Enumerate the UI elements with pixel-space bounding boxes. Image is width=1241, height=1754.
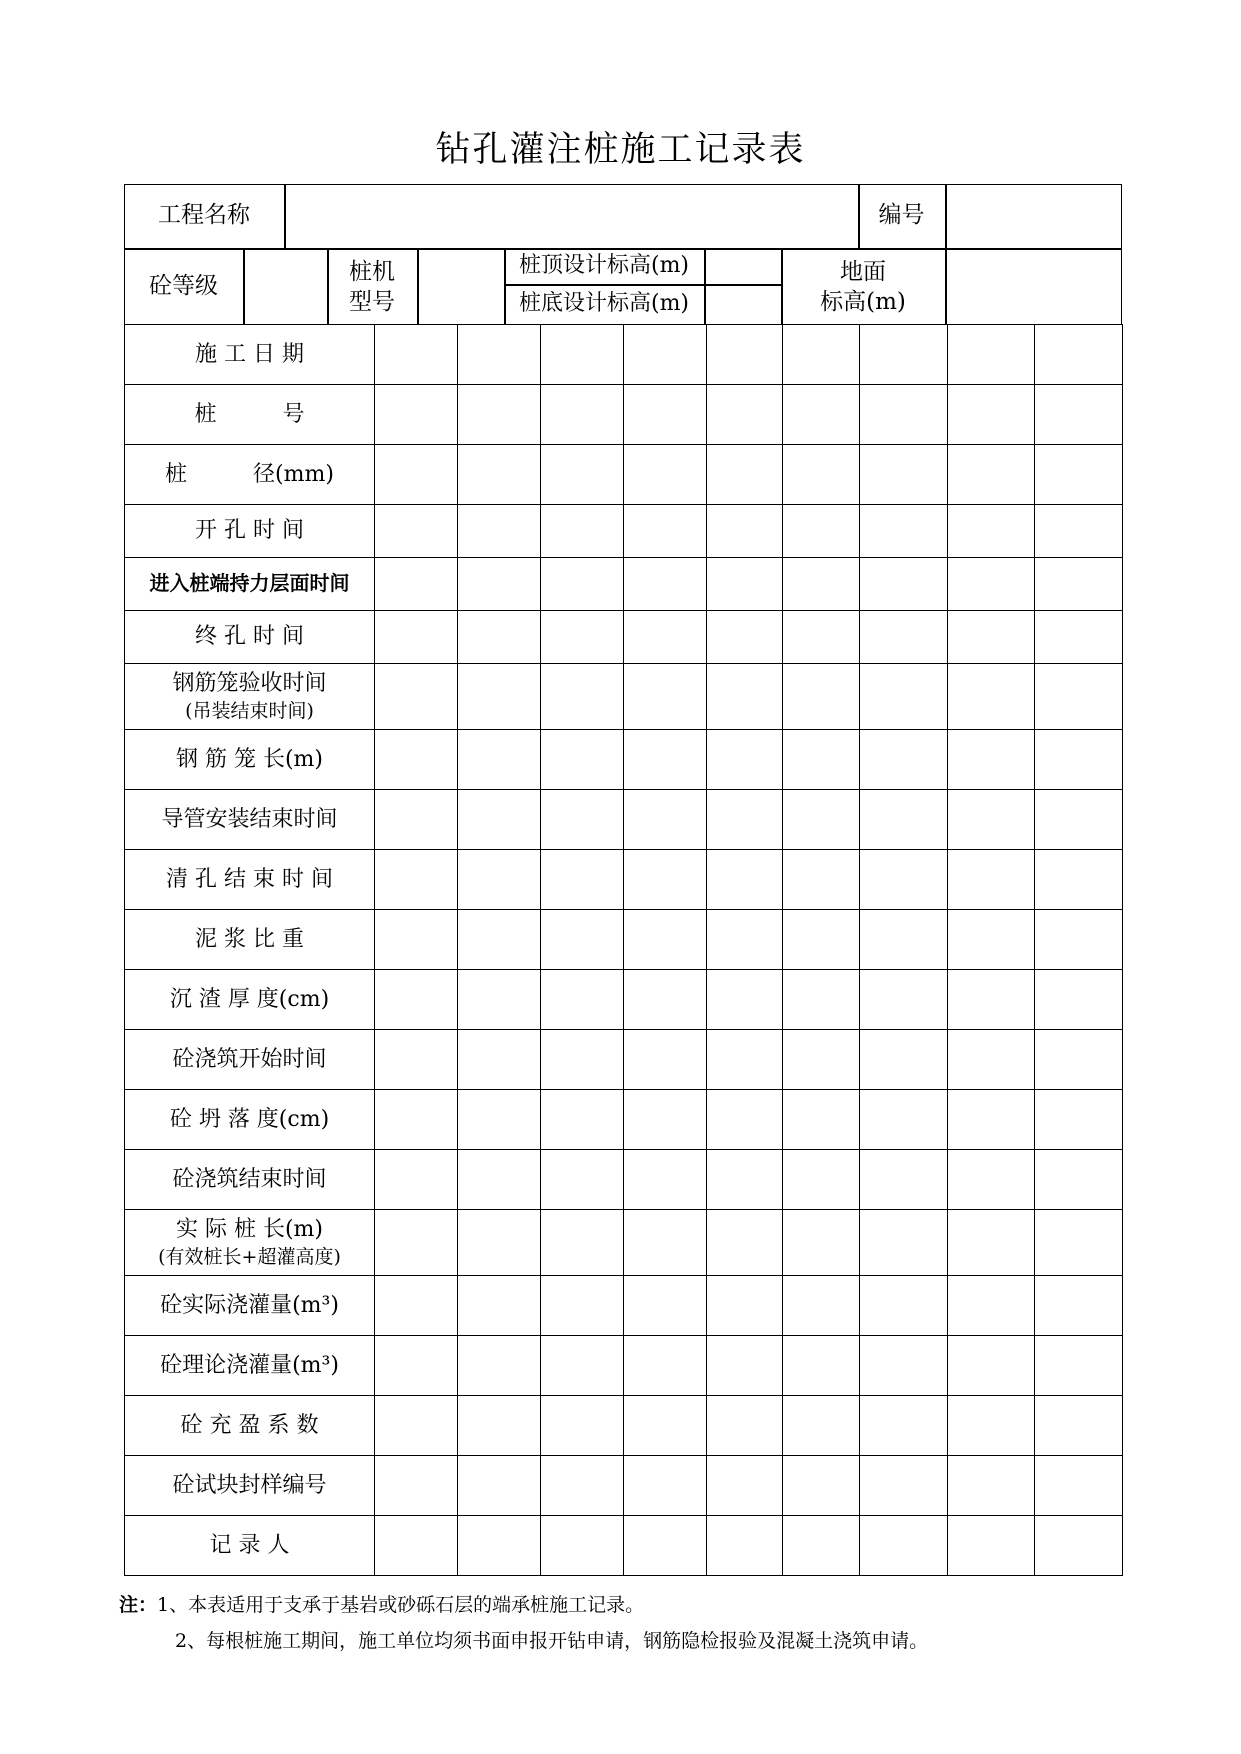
record-cell[interactable] <box>458 325 541 385</box>
record-cell[interactable] <box>624 664 707 730</box>
record-cell[interactable] <box>707 1210 783 1276</box>
pile-top-label: 桩顶设计标高(m) <box>518 252 690 278</box>
record-cell[interactable] <box>1035 1396 1123 1456</box>
record-cell[interactable] <box>458 445 541 505</box>
record-cell[interactable] <box>1035 1150 1123 1210</box>
table-row <box>125 1090 1123 1150</box>
record-table <box>124 324 1123 1576</box>
record-cell[interactable] <box>783 1276 860 1336</box>
record-cell[interactable] <box>541 1150 624 1210</box>
record-cell[interactable] <box>458 790 541 850</box>
record-cell[interactable] <box>624 1276 707 1336</box>
record-cell[interactable] <box>624 1456 707 1516</box>
record-cell[interactable] <box>783 910 860 970</box>
pile-top-field[interactable] <box>704 248 781 284</box>
record-cell[interactable] <box>624 1150 707 1210</box>
note-1-text: 1、本表适用于支承于基岩或砂砾石层的端承桩施工记录。 <box>157 1594 645 1616</box>
record-cell[interactable] <box>707 1030 783 1090</box>
record-cell[interactable] <box>375 1210 458 1276</box>
record-cell[interactable] <box>860 1456 948 1516</box>
row-label-subtext: (吊装结束时间) <box>185 699 314 722</box>
row-label <box>125 730 375 790</box>
record-cell[interactable] <box>375 1030 458 1090</box>
row-label-text: 砼试块封样编号 <box>172 1472 327 1498</box>
record-cell[interactable] <box>707 910 783 970</box>
row-label-text: 桩 号 <box>194 401 305 427</box>
table-row <box>125 1516 1123 1576</box>
row-label <box>125 1396 375 1456</box>
record-cell[interactable] <box>1035 1210 1123 1276</box>
record-cell[interactable] <box>458 1336 541 1396</box>
record-cell[interactable] <box>783 730 860 790</box>
record-cell[interactable] <box>948 611 1035 664</box>
record-cell[interactable] <box>1035 1276 1123 1336</box>
table-row <box>125 1150 1123 1210</box>
row-label-text: 导管安装结束时间 <box>161 806 338 832</box>
table-row <box>125 910 1123 970</box>
row-label-text: 清 孔 结 束 时 间 <box>166 866 333 892</box>
page-title: 钻孔灌注桩施工记录表 <box>435 130 806 170</box>
record-cell[interactable] <box>375 445 458 505</box>
notes <box>119 1587 928 1659</box>
table-row <box>125 558 1123 611</box>
record-cell[interactable] <box>541 1396 624 1456</box>
record-cell[interactable] <box>707 1516 783 1576</box>
record-cell[interactable] <box>1035 790 1123 850</box>
record-cell[interactable] <box>375 385 458 445</box>
record-cell[interactable] <box>860 325 948 385</box>
record-cell[interactable] <box>783 970 860 1030</box>
record-cell[interactable] <box>860 1276 948 1336</box>
row-label <box>125 910 375 970</box>
record-cell[interactable] <box>541 790 624 850</box>
record-cell[interactable] <box>541 970 624 1030</box>
record-cell[interactable] <box>375 790 458 850</box>
table-row <box>125 790 1123 850</box>
record-cell[interactable] <box>948 1456 1035 1516</box>
table-row <box>125 970 1123 1030</box>
record-cell[interactable] <box>948 1030 1035 1090</box>
table-row <box>125 325 1123 385</box>
row-label <box>125 325 375 385</box>
table-row <box>125 611 1123 664</box>
record-cell[interactable] <box>948 790 1035 850</box>
record-cell[interactable] <box>783 1336 860 1396</box>
record-cell[interactable] <box>707 1336 783 1396</box>
record-cell[interactable] <box>375 325 458 385</box>
record-cell[interactable] <box>783 850 860 910</box>
row-label <box>125 385 375 445</box>
record-cell[interactable] <box>458 730 541 790</box>
record-cell[interactable] <box>541 1336 624 1396</box>
record-cell[interactable] <box>707 790 783 850</box>
record-cell[interactable] <box>1035 558 1123 611</box>
row-label-text: 实 际 桩 长(m) <box>175 1216 323 1242</box>
record-cell[interactable] <box>375 1276 458 1336</box>
row-label-text: 桩 径(mm) <box>165 461 334 487</box>
record-cell[interactable] <box>1035 730 1123 790</box>
record-cell[interactable] <box>1035 385 1123 445</box>
record-cell[interactable] <box>458 1210 541 1276</box>
record-cell[interactable] <box>541 910 624 970</box>
record-cell[interactable] <box>458 1396 541 1456</box>
record-cell[interactable] <box>624 505 707 558</box>
record-cell[interactable] <box>541 850 624 910</box>
row-label <box>125 1210 375 1276</box>
record-cell[interactable] <box>707 1150 783 1210</box>
table-row <box>125 1336 1123 1396</box>
record-cell[interactable] <box>948 910 1035 970</box>
record-cell[interactable] <box>541 1276 624 1336</box>
record-cell[interactable] <box>783 558 860 611</box>
record-cell[interactable] <box>707 385 783 445</box>
record-cell[interactable] <box>948 325 1035 385</box>
record-cell[interactable] <box>624 611 707 664</box>
row-label <box>125 558 375 611</box>
row-label <box>125 611 375 664</box>
record-cell[interactable] <box>1035 325 1123 385</box>
record-cell[interactable] <box>624 790 707 850</box>
record-cell[interactable] <box>1035 1516 1123 1576</box>
concrete-grade-field[interactable] <box>243 248 327 325</box>
record-cell[interactable] <box>624 325 707 385</box>
note-prefix: 注： <box>119 1594 158 1616</box>
row-label <box>125 1516 375 1576</box>
record-cell[interactable] <box>707 730 783 790</box>
table-row <box>125 850 1123 910</box>
record-cell[interactable] <box>860 1210 948 1276</box>
record-cell[interactable] <box>948 1276 1035 1336</box>
record-cell[interactable] <box>948 1150 1035 1210</box>
row-label <box>125 1150 375 1210</box>
record-cell[interactable] <box>948 1516 1035 1576</box>
record-cell[interactable] <box>860 385 948 445</box>
record-cell[interactable] <box>624 850 707 910</box>
record-cell[interactable] <box>375 1516 458 1576</box>
table-row <box>125 730 1123 790</box>
record-cell[interactable] <box>458 970 541 1030</box>
row-label <box>125 970 375 1030</box>
record-cell[interactable] <box>458 505 541 558</box>
record-cell[interactable] <box>375 910 458 970</box>
record-cell[interactable] <box>375 505 458 558</box>
record-cell[interactable] <box>783 664 860 730</box>
record-cell[interactable] <box>458 1150 541 1210</box>
record-cell[interactable] <box>458 1516 541 1576</box>
record-cell[interactable] <box>541 611 624 664</box>
record-cell[interactable] <box>624 1336 707 1396</box>
record-cell[interactable] <box>707 1396 783 1456</box>
record-cell[interactable] <box>541 1456 624 1516</box>
record-cell[interactable] <box>624 1516 707 1576</box>
record-cell[interactable] <box>783 1210 860 1276</box>
record-cell[interactable] <box>1035 1090 1123 1150</box>
record-cell[interactable] <box>783 1516 860 1576</box>
table-row <box>125 1030 1123 1090</box>
rig-model-label <box>327 250 417 325</box>
record-cell[interactable] <box>860 790 948 850</box>
record-cell[interactable] <box>624 730 707 790</box>
note-line-1 <box>119 1587 928 1623</box>
record-cell[interactable] <box>1035 1030 1123 1090</box>
record-cell[interactable] <box>375 1396 458 1456</box>
record-cell[interactable] <box>375 970 458 1030</box>
record-cell[interactable] <box>783 1030 860 1090</box>
row-label <box>125 1336 375 1396</box>
row-label <box>125 445 375 505</box>
record-cell[interactable] <box>624 1090 707 1150</box>
record-cell[interactable] <box>458 850 541 910</box>
record-cell[interactable] <box>1035 664 1123 730</box>
record-cell[interactable] <box>1035 445 1123 505</box>
record-cell[interactable] <box>860 1090 948 1150</box>
record-cell[interactable] <box>860 1030 948 1090</box>
record-cell[interactable] <box>624 558 707 611</box>
row-label-text: 砼浇筑开始时间 <box>172 1046 327 1072</box>
record-cell[interactable] <box>783 445 860 505</box>
record-cell[interactable] <box>860 664 948 730</box>
table-row <box>125 445 1123 505</box>
record-cell[interactable] <box>541 505 624 558</box>
record-cell[interactable] <box>948 664 1035 730</box>
record-cell[interactable] <box>624 910 707 970</box>
record-cell[interactable] <box>707 970 783 1030</box>
note-line-2: 2、每根桩施工期间，施工单位均须书面申报开钻申请，钢筋隐检报验及混凝土浇筑申请。 <box>175 1630 929 1652</box>
record-cell[interactable] <box>948 850 1035 910</box>
record-cell[interactable] <box>948 970 1035 1030</box>
record-cell[interactable] <box>860 1516 948 1576</box>
record-cell[interactable] <box>707 505 783 558</box>
table-row <box>125 385 1123 445</box>
record-cell[interactable] <box>458 1090 541 1150</box>
record-cell[interactable] <box>948 730 1035 790</box>
record-cell[interactable] <box>860 850 948 910</box>
record-cell[interactable] <box>375 611 458 664</box>
record-cell[interactable] <box>948 505 1035 558</box>
ground-level-label-line2: 标高(m) <box>820 288 906 315</box>
record-cell[interactable] <box>707 558 783 611</box>
record-cell[interactable] <box>860 730 948 790</box>
record-cell[interactable] <box>1035 611 1123 664</box>
record-cell[interactable] <box>783 1150 860 1210</box>
table-row <box>125 1276 1123 1336</box>
record-cell[interactable] <box>541 1090 624 1150</box>
record-cell[interactable] <box>783 790 860 850</box>
record-cell[interactable] <box>948 1090 1035 1150</box>
rig-model-label-line1: 桩机 <box>349 258 395 285</box>
record-cell[interactable] <box>624 1030 707 1090</box>
record-cell[interactable] <box>783 611 860 664</box>
record-cell[interactable] <box>948 1210 1035 1276</box>
ground-level-label-line1: 地面 <box>840 258 886 285</box>
table-row <box>125 1396 1123 1456</box>
record-cell[interactable] <box>948 445 1035 505</box>
record-cell[interactable] <box>541 445 624 505</box>
ground-level-label <box>781 250 945 325</box>
record-cell[interactable] <box>458 611 541 664</box>
record-cell[interactable] <box>375 730 458 790</box>
table-row <box>125 1210 1123 1276</box>
record-cell[interactable] <box>541 1210 624 1276</box>
record-cell[interactable] <box>707 1276 783 1336</box>
row-label-text: 沉 渣 厚 度(cm) <box>169 986 330 1012</box>
record-cell[interactable] <box>458 1030 541 1090</box>
record-cell[interactable] <box>375 1456 458 1516</box>
record-cell[interactable] <box>624 1396 707 1456</box>
row-label <box>125 850 375 910</box>
ground-level-field[interactable] <box>945 248 1122 325</box>
record-cell[interactable] <box>375 664 458 730</box>
record-cell[interactable] <box>541 558 624 611</box>
record-cell[interactable] <box>707 325 783 385</box>
record-cell[interactable] <box>860 611 948 664</box>
record-cell[interactable] <box>375 1090 458 1150</box>
record-cell[interactable] <box>541 664 624 730</box>
row-label <box>125 664 375 730</box>
record-cell[interactable] <box>1035 1336 1123 1396</box>
record-cell[interactable] <box>1035 850 1123 910</box>
record-cell[interactable] <box>707 850 783 910</box>
row-label-text: 砼理论浇灌量(m³) <box>160 1352 339 1378</box>
record-cell[interactable] <box>541 325 624 385</box>
record-cell[interactable] <box>860 1336 948 1396</box>
record-cell[interactable] <box>375 1150 458 1210</box>
record-cell[interactable] <box>541 730 624 790</box>
record-cell[interactable] <box>783 325 860 385</box>
number-label: 编号 <box>878 202 925 229</box>
row-label-text: 终 孔 时 间 <box>195 624 304 650</box>
record-cell[interactable] <box>624 970 707 1030</box>
record-cell[interactable] <box>1035 1456 1123 1516</box>
record-cell[interactable] <box>1035 970 1123 1030</box>
rig-model-label-line2: 型号 <box>349 288 395 315</box>
table-row <box>125 1456 1123 1516</box>
record-cell[interactable] <box>375 1336 458 1396</box>
row-label-text: 钢筋笼验收时间 <box>172 670 327 696</box>
record-cell[interactable] <box>458 1276 541 1336</box>
concrete-grade-label: 砼等级 <box>149 272 218 299</box>
row-label <box>125 1456 375 1516</box>
record-cell[interactable] <box>624 385 707 445</box>
number-field[interactable] <box>945 184 1122 248</box>
row-label-text: 砼实际浇灌量(m³) <box>160 1292 339 1318</box>
record-cell[interactable] <box>458 385 541 445</box>
row-label-text: 泥 浆 比 重 <box>195 926 304 952</box>
record-cell[interactable] <box>860 910 948 970</box>
record-cell[interactable] <box>458 558 541 611</box>
row-label <box>125 1090 375 1150</box>
record-cell[interactable] <box>458 664 541 730</box>
row-label <box>125 1030 375 1090</box>
record-cell[interactable] <box>948 385 1035 445</box>
row-label-text: 施 工 日 期 <box>195 341 304 367</box>
row-label-text: 砼 充 盈 系 数 <box>180 1412 319 1438</box>
project-name-field[interactable] <box>284 184 858 248</box>
record-cell[interactable] <box>860 970 948 1030</box>
record-cell[interactable] <box>707 611 783 664</box>
table-row <box>125 505 1123 558</box>
record-cell[interactable] <box>783 385 860 445</box>
record-cell[interactable] <box>783 505 860 558</box>
row-label-text: 砼 坍 落 度(cm) <box>169 1106 330 1132</box>
record-cell[interactable] <box>458 910 541 970</box>
pile-bottom-field[interactable] <box>704 284 781 325</box>
record-cell[interactable] <box>948 1396 1035 1456</box>
row-label <box>125 790 375 850</box>
record-cell[interactable] <box>375 850 458 910</box>
row-label <box>125 505 375 558</box>
record-cell[interactable] <box>541 1516 624 1576</box>
record-cell[interactable] <box>860 445 948 505</box>
record-cell[interactable] <box>860 505 948 558</box>
row-label-text: 砼浇筑结束时间 <box>172 1166 327 1192</box>
table-row <box>125 664 1123 730</box>
record-cell[interactable] <box>948 558 1035 611</box>
record-cell[interactable] <box>458 1456 541 1516</box>
record-cell[interactable] <box>624 445 707 505</box>
record-cell[interactable] <box>1035 910 1123 970</box>
record-cell[interactable] <box>860 1150 948 1210</box>
record-cell[interactable] <box>707 1090 783 1150</box>
record-cell[interactable] <box>707 445 783 505</box>
row-label-subtext: (有效桩长+超灌高度) <box>158 1245 341 1268</box>
record-cell[interactable] <box>783 1456 860 1516</box>
record-cell[interactable] <box>541 385 624 445</box>
record-cell[interactable] <box>375 558 458 611</box>
record-cell[interactable] <box>860 558 948 611</box>
record-cell[interactable] <box>783 1090 860 1150</box>
rig-model-field[interactable] <box>417 248 504 325</box>
row-label-text: 钢 筋 笼 长(m) <box>175 746 323 772</box>
pile-bottom-label: 桩底设计标高(m) <box>518 291 690 317</box>
record-cell[interactable] <box>541 1030 624 1090</box>
record-cell[interactable] <box>783 1396 860 1456</box>
record-cell[interactable] <box>1035 505 1123 558</box>
record-cell[interactable] <box>860 1396 948 1456</box>
record-cell[interactable] <box>707 1456 783 1516</box>
record-cell[interactable] <box>707 664 783 730</box>
row-label-text: 记 录 人 <box>209 1532 290 1558</box>
record-cell[interactable] <box>624 1210 707 1276</box>
row-label-text: 开 孔 时 间 <box>195 518 304 544</box>
row-label <box>125 1276 375 1336</box>
row-label-text: 进入桩端持力层面时间 <box>149 571 350 596</box>
project-name-label: 工程名称 <box>158 202 250 229</box>
record-cell[interactable] <box>948 1336 1035 1396</box>
